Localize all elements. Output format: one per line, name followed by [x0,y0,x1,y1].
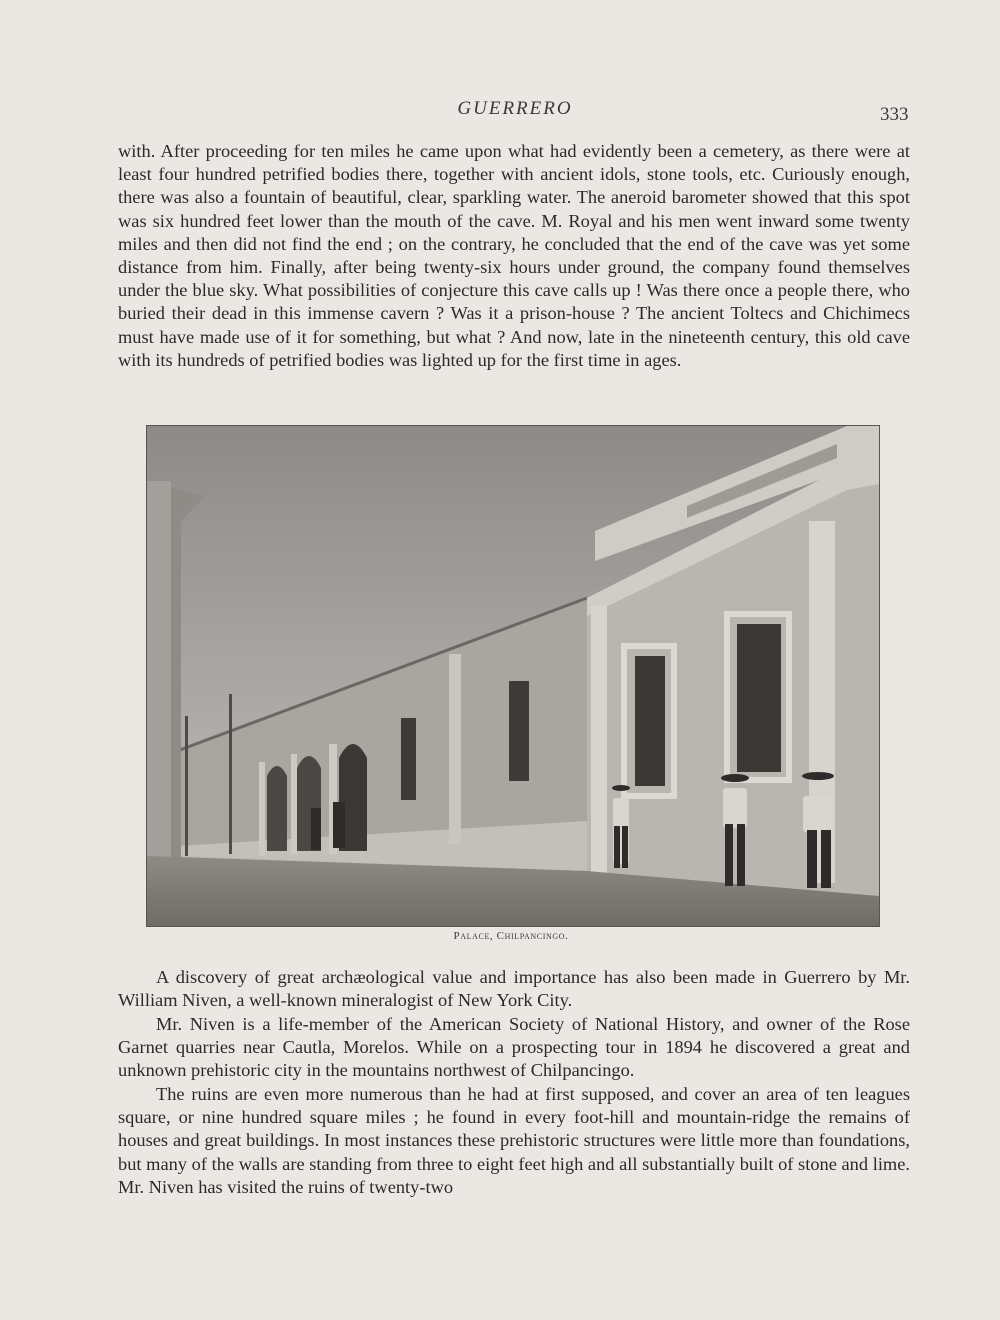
paragraph-cave-continuation: with. After proceeding for ten miles he came upon what had evidently been a cemetery, as there were at least four hundred petrified bodies there, together with ancient idols, stone tools, etc. Curiously enough, there was also a fountain of beautiful, clear, sparkling water. The aneroid barometer showed that this spot was six hundred feet lower than the mouth of the cave. M. Royal and his men went inward some twenty miles and then did not find the end ; on the contrary, he concluded that the end of the cave was yet some distance from him. Finally, after being twenty-six hours under ground, the company found themselves under the blue sky. What possibilities of conjecture this cave calls up ! Was there once a people there, who buried their dead in this immense cavern ? Was it a prison-house ? The ancient Toltecs and Chichimecs must have made use of it for something, but what ? And now, late in the nineteenth century, this old cave with its hundreds of petrified bodies was lighted up for the first time in ages. [118,141,910,370]
page-number: 333 [880,104,909,125]
paragraph-niven-discovery: A discovery of great archæological value and importance has also been made in Guerrero by Mr. William Niven, a well-known mineralogist of New York City. [118,967,910,1011]
running-title: GUERRERO [457,98,573,119]
paragraph-niven-background: Mr. Niven is a life-member of the American Society of National History, and owner of the Rose Garnet quarries near Cautla, Morelos. While on a prospecting tour in 1894 he discovered a great and unknown prehistoric city in the mountains northwest of Chilpancingo. [118,1014,910,1081]
photo-window [737,624,781,772]
paragraph-ruins: The ruins are even more numerous than he had at first supposed, and cover an area of ten leagues square, or nine hundred square miles ; he found in every foot-hill and mountain-ridge the remains of houses and great buildings. In most instances these prehistoric structures were little more than foundations, but many of the walls are standing from three to eight feet high and all substantially built of stone and lime. Mr. Niven has visited the ruins of twenty-two [118,1084,910,1197]
photograph-palace-chilpancingo [146,425,880,927]
photo-window [635,656,665,786]
figure-caption: Palace, Chilpancingo. [453,930,569,942]
